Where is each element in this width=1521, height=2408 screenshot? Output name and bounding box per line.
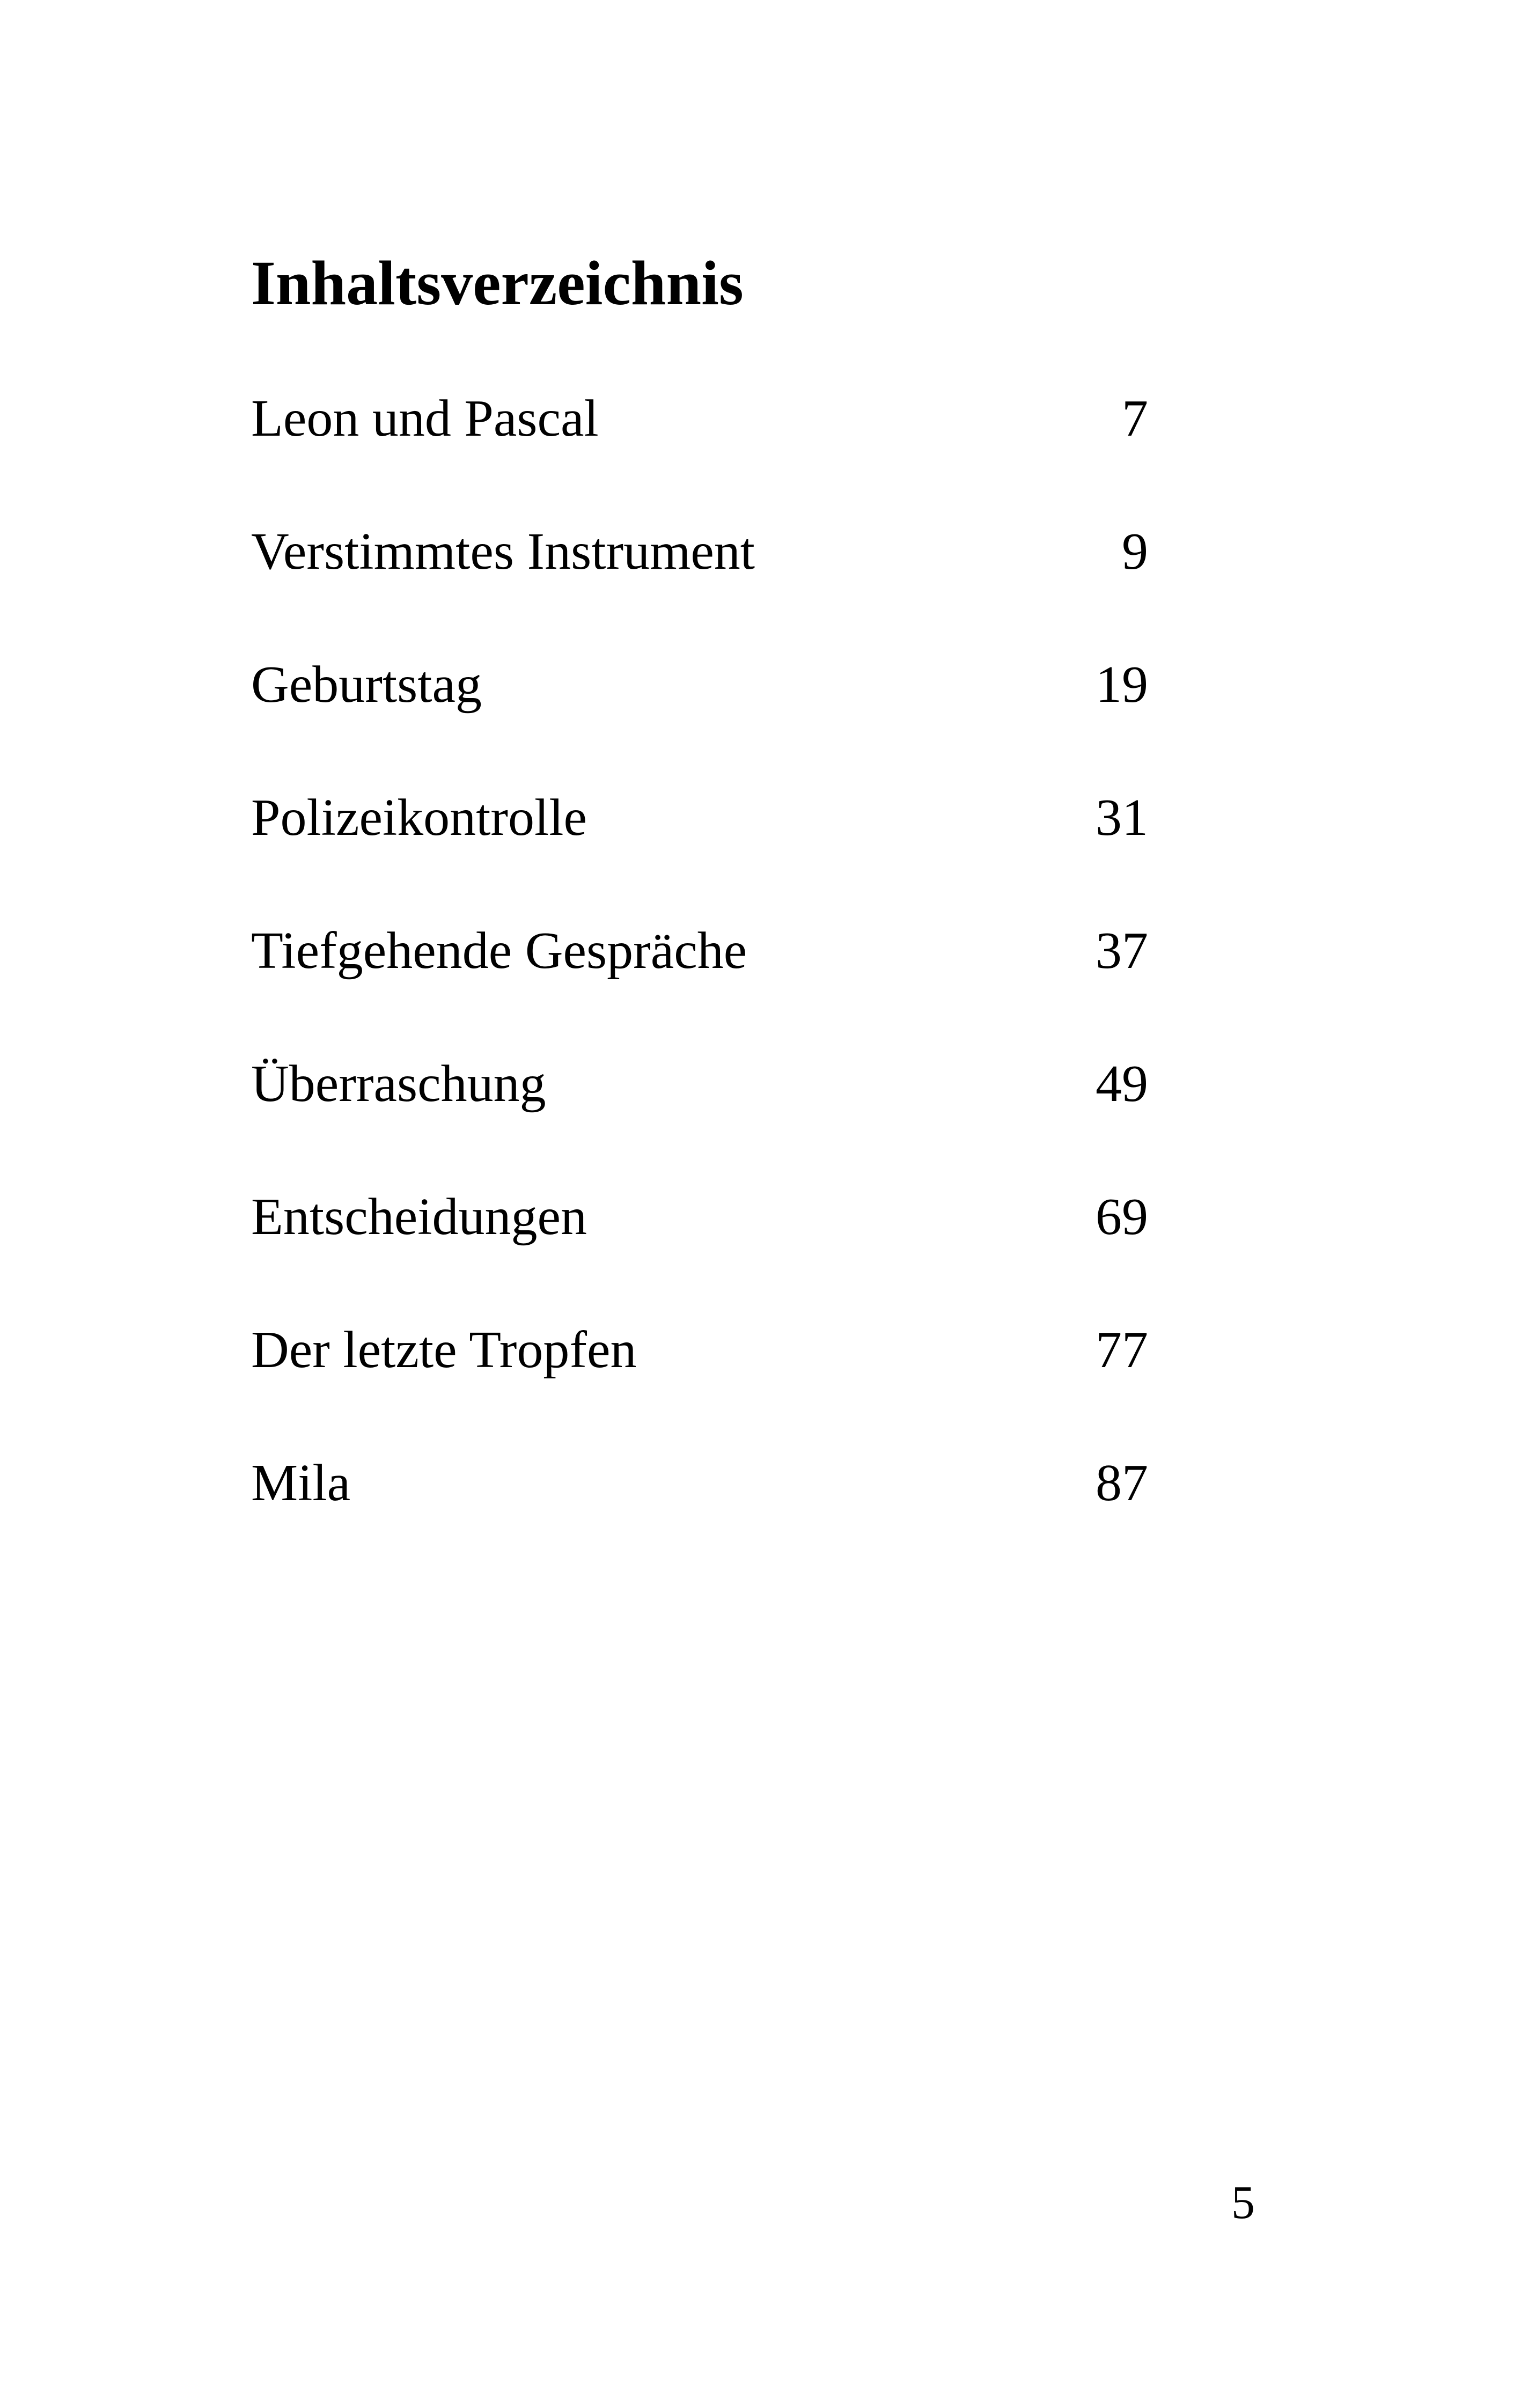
toc-entry-title: Mila <box>251 1454 351 1512</box>
toc-entry <box>251 1312 1148 1445</box>
page-number: 5 <box>1231 2177 1255 2229</box>
toc-entry <box>251 1445 1148 1579</box>
toc-entry <box>251 780 1148 913</box>
toc-entry-title: Polizeikontrolle <box>251 789 587 847</box>
toc-entry-title: Leon und Pascal <box>251 390 599 447</box>
toc-entry-title: Verstimmtes Instrument <box>251 523 755 581</box>
toc-entry <box>251 1179 1148 1312</box>
toc-entry-page: 37 <box>1096 922 1148 980</box>
toc-entry-title: Entscheidungen <box>251 1188 587 1246</box>
toc-entry-page: 7 <box>1122 390 1148 447</box>
toc-entry-title: Geburtstag <box>251 656 482 714</box>
toc-entry-page: 31 <box>1096 789 1148 847</box>
toc-entry <box>251 913 1148 1046</box>
toc-entry-page: 9 <box>1122 523 1148 581</box>
toc-entry-title: Der letzte Tropfen <box>251 1321 637 1379</box>
toc-entry-title: Tiefgehende Gespräche <box>251 922 747 980</box>
toc-entry-title: Überraschung <box>251 1055 546 1113</box>
toc-entry-page: 69 <box>1096 1188 1148 1246</box>
toc-entry <box>251 514 1148 647</box>
toc-entry-page: 19 <box>1096 656 1148 714</box>
toc-entry <box>251 381 1148 514</box>
toc-list <box>251 381 1148 1579</box>
toc-entry-page: 87 <box>1096 1454 1148 1512</box>
toc-heading: Inhaltsverzeichnis <box>251 248 744 318</box>
toc-entry <box>251 647 1148 780</box>
toc-entry-page: 49 <box>1096 1055 1148 1113</box>
toc-entry-page: 77 <box>1096 1321 1148 1379</box>
toc-entry <box>251 1046 1148 1179</box>
